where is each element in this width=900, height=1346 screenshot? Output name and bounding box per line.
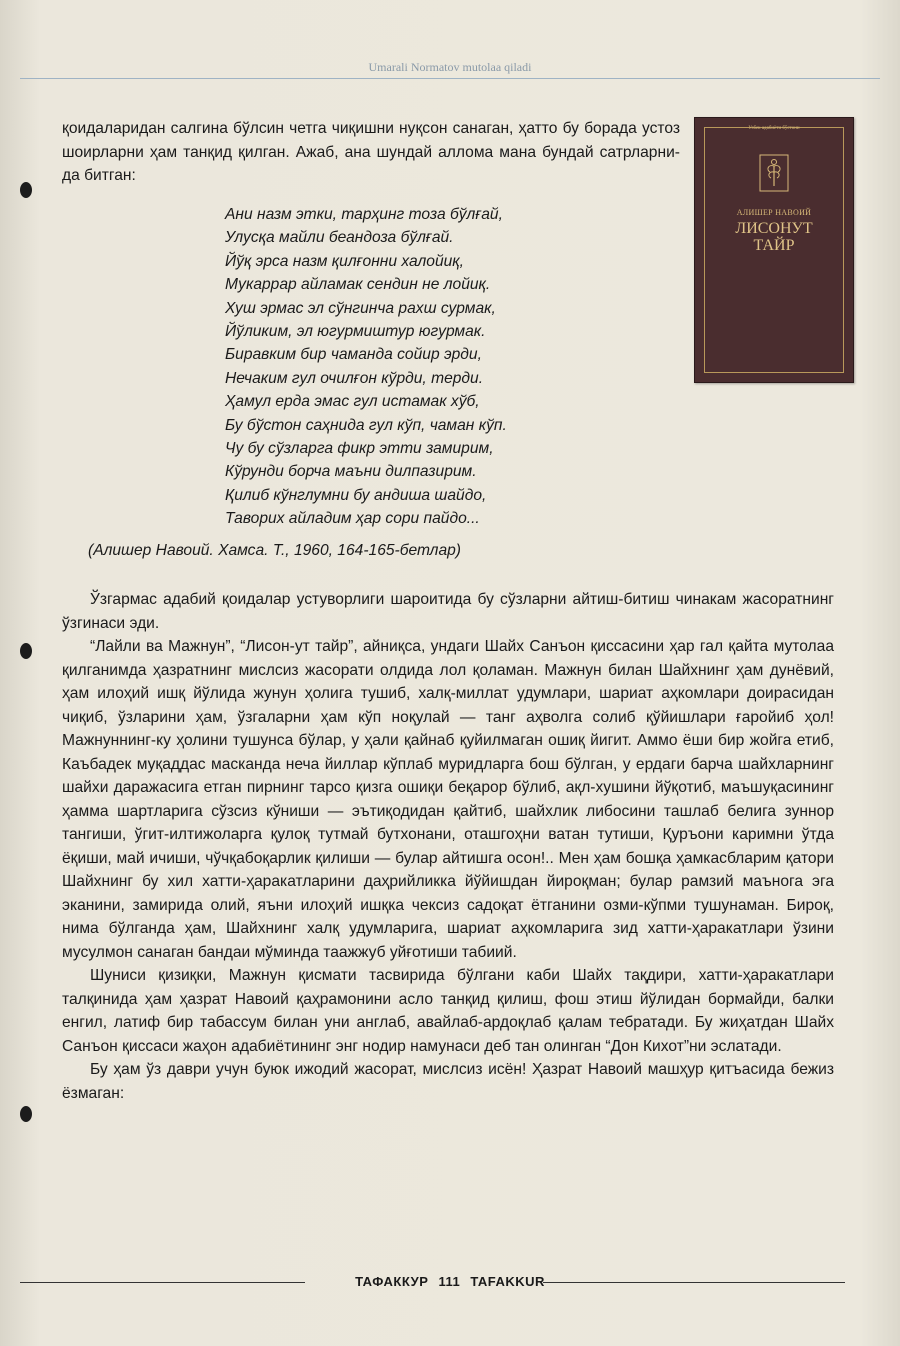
body-paragraph: “Лайли ва Мажнун”, “Лисон-ут тайр”, айниқса, ундаги Шайх Санъон қиссасини ҳар гал қайта мутолаа қилганимда ҳазратнинг мислсиз жасорати олдида лол қоламан. Мажнун билан Шайхнинг ҳам дунёвий, ҳам илоҳий ишқ йўлида жунун ҳолига тушиб, халқ-миллат удумлари, шариат аҳкомлари доирасидан чиқиб, ўзларини ҳам, ўзгаларни ҳам кўп ноқулай — танг аҳволга солиб қўйишлари ғаройиб ҳол! Мажнуннинг-ку ҳолини тушунса бўлар, у ҳали қайнаб қуйилмаган ошиқ йигит. Аммо ёши бир жойга етиб, Каъбадек муқаддас масканда неча йиллар кўплаб муридларга бош бўлган, у ердаги барча шайхларнинг шайхи даражасига етган пирнинг тарсо қизга ошиқи беқарор бўлиб, ақл-хушини йўқотиб, маъшуқасининг ҳамма шартларига сўзсиз кўниши — эътиқодидан қайтиб, шайхлик либосини ташлаб белига зуннор тангиши, ўгит-илтижоларга қулоқ тутмай бутхонани, оташгоҳни ватан тутиши, Қуръони каримни ўтда ёқиши, май ичиши, чўчқабоқарлик қилиши — булар айтишга осон!.. Мен ҳам бошқа ҳамкасбларим қатори Шайхнинг бу хил хатти-ҳаракатларини даҳрийликка йўйишдан йироқман; булар рамзий маънога эга эканини, замирида олий, яъни илоҳий ишқка чексиз садоқат ётганини озми-кўпми тушунаман. Бироқ, нима бўлганда ҳам, Шайхнинг халқ удумларига, шариат аҳкомларига зид хатти-ҳаракатлари ўзини мусулмон санаган бандаи мўминда таажжуб уйғотиши табиий. (62, 638, 834, 961)
verse-line: Ани назм этки, тарҳинг тоза бўлғай, (225, 206, 503, 223)
verse-line: Нечаким гул очилғон кўрди, терди. (225, 369, 484, 387)
verse-line: Кўрунди борча маъни дилпазирим. (225, 463, 477, 481)
header-rule (20, 78, 880, 79)
book-cover-image (694, 117, 854, 383)
body-paragraph: Бу ҳам ўз даври учун буюк ижодий жасорат, мислсиз исён! Ҳазрат Навоий машҳур қитъасида бежиз ёзмаган: (62, 1061, 834, 1102)
binder-hole-icon (20, 182, 32, 198)
running-header: Umarali Normatov mutolaa qiladi (368, 60, 532, 74)
book-author: АЛИШЕР НАВОИЙ (736, 208, 812, 217)
verse-line: Бу бўстон саҳнида гул кўп, чаман кўп. (225, 416, 507, 434)
book-title-line: ТАЙР (753, 237, 795, 254)
footer-right: TAFAKKUR (470, 1274, 545, 1289)
verse-line: Чу бу сўзларга фикр этти замирим, (225, 440, 494, 458)
verse-line: Ҳамул ерда эмас гул истамак хўб, (225, 393, 480, 411)
book-series: Узбек адабиёти бўстони (748, 126, 800, 131)
verse-line: Улусқа майли беандоза бўлғай. (225, 229, 454, 247)
page-footer (0, 1274, 900, 1289)
intro-paragraph: қоидаларидан салгина бўлсин четга чиқишни нуқсон санаган, ҳатто бу борада устоз шоирларни ҳам танқид қилган. Ажаб, ана шундай аллома мана бундай сатрларни-да битган: (62, 120, 680, 184)
body-paragraph: Ўзгармас адабий қоидалар устуворлиги шароитида бу сўзларни айтиш-битиш чинакам жасоратнинг ўзгинаси эди. (62, 591, 834, 632)
citation: (Алишер Навоий. Хамса. Т., 1960, 164-165-бетлар) (88, 542, 461, 559)
verse-line: Хуш эрмас эл сўнгинча рахш сурмак, (225, 299, 496, 317)
verse-line: Йўликим, эл югурмиштур югурмак. (225, 323, 486, 341)
verse-line: Мукаррар айламак сендин не лойиқ. (225, 276, 491, 294)
verse-line: Қилиб кўнглумни бу андиша шайдо, (225, 486, 487, 504)
book-title-line: ЛИСОНУТ (735, 220, 813, 237)
verse-line: Таворих айладим ҳар сори пайдо... (225, 510, 480, 528)
verse-line: Биравким бир чаманда сойир эрди, (225, 346, 482, 364)
body-paragraph: Шуниси қизиқки, Мажнун қисмати тасвирида бўлгани каби Шайх тақдири, хатти-ҳаракатлари талқинида ҳам ҳазрат Навоий қаҳрамонини асло танқид қилиш, фош этиш йўлидан бормайди, балки енгил, латиф бир табассум билан уни англаб, авайлаб-ардоқлаб қалам тебратади. Бу жиҳатдан Шайх Санъон қиссаси жаҳон адабиётининг энг нодир намунаси деб тан олинган “Дон Кихот”ни эслатади. (62, 967, 834, 1055)
footer-left: ТАФАККУР (355, 1274, 429, 1289)
page-number: 111 (438, 1274, 461, 1289)
binder-hole-icon (20, 643, 32, 659)
body-text (62, 588, 834, 1105)
binder-hole-icon (20, 1106, 32, 1122)
tree-emblem-icon (759, 154, 789, 192)
book-title (695, 220, 853, 254)
verse-line: Йўқ эрса назм қилғонни халойиқ, (225, 252, 464, 270)
verse-block (225, 203, 507, 531)
